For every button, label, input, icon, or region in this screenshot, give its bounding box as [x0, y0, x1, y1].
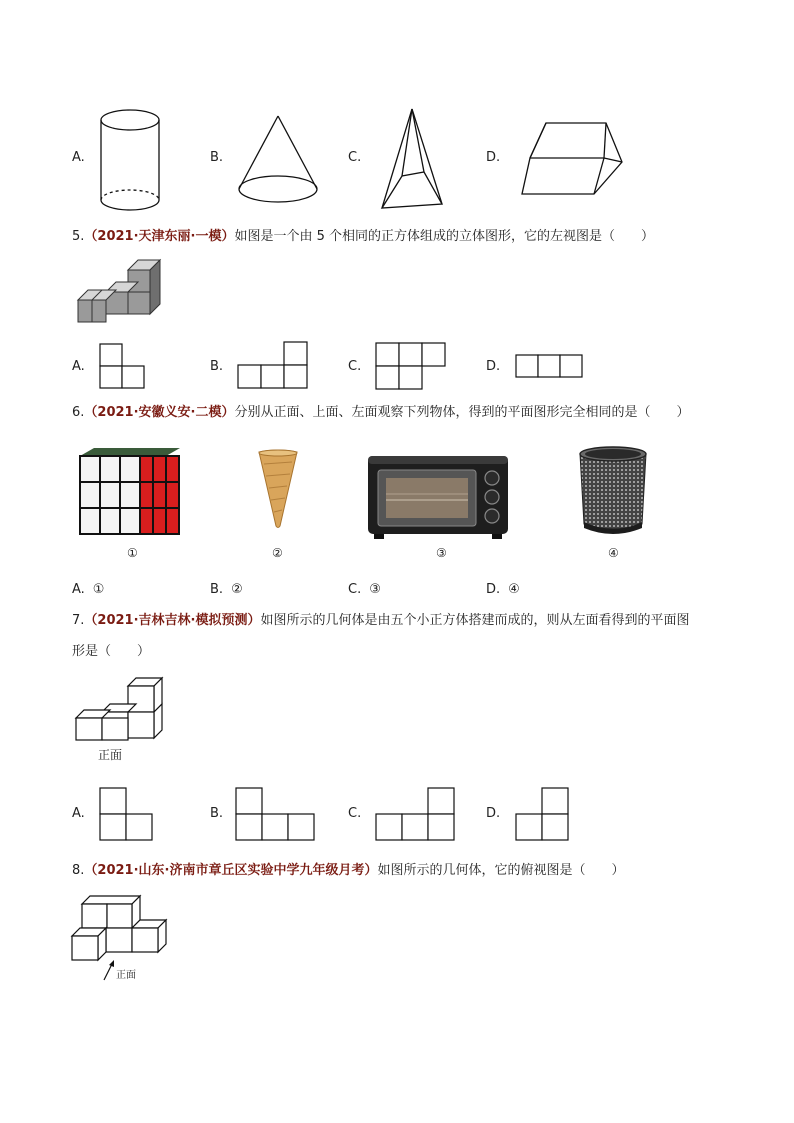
q7-front-label: 正面: [98, 748, 123, 762]
q5-text: 如图是一个由 5 个相同的正方体组成的立体图形，它的左视图是（ ）: [234, 229, 655, 244]
q6-source: （2021·安徽义安·二模）: [84, 405, 235, 420]
q5-option-a-letter: A.: [72, 359, 85, 374]
q6-text: 分别从正面、上面、左面观察下列物体，得到的平面图形完全相同的是（ ）: [234, 405, 690, 420]
q4-option-c-letter: C.: [348, 150, 362, 165]
q8-number: 8.: [72, 863, 85, 878]
question-6-stem: [72, 403, 689, 423]
q4-option-d-letter: D.: [486, 150, 501, 165]
q5-cube-stack-figure: [76, 260, 166, 324]
q6-option-a: [72, 580, 104, 600]
question-8-stem: [72, 861, 624, 881]
q7-option-a-letter: A.: [72, 806, 85, 821]
q5-option-a-figure: [100, 344, 150, 390]
q7-option-c-letter: C.: [348, 806, 362, 821]
q6-option-b: [210, 580, 243, 600]
q6-option-a-value: ①: [92, 582, 105, 597]
q6-caption-2: ②: [272, 546, 283, 560]
ice-cream-cone-image: [256, 448, 300, 530]
q8-front-label: 正面: [116, 970, 136, 981]
q7-text-line1: 如图所示的几何体是由五个小正方体搭建而成的，则从左面看得到的平面图: [260, 613, 690, 628]
cone-figure: [236, 114, 322, 206]
pen-holder-image: [576, 444, 650, 538]
q6-option-b-value: ②: [231, 582, 243, 597]
q5-option-c-figure: [376, 343, 448, 391]
q6-caption-3: ③: [436, 546, 447, 560]
frustum-figure: [516, 118, 628, 200]
q6-option-d: [486, 580, 520, 600]
question-7-stem-line1: [72, 611, 689, 631]
q7-cube-stack-figure: [74, 678, 166, 742]
rubiks-cube-image: [76, 444, 184, 540]
q5-option-d-figure: [516, 355, 588, 381]
q6-caption-1: ①: [127, 546, 138, 560]
question-7-stem-line2: 形是（ ）: [72, 644, 151, 659]
q5-option-b-letter: B.: [210, 359, 224, 374]
q5-option-b-figure: [238, 342, 310, 390]
q4-option-a-letter: A.: [72, 150, 85, 165]
q7-option-d-letter: D.: [486, 806, 501, 821]
q5-option-c-letter: C.: [348, 359, 362, 374]
q6-option-b-letter: B.: [210, 582, 224, 597]
q6-option-c-value: ③: [369, 582, 381, 597]
pyramid-figure: [376, 106, 446, 214]
q6-option-a-letter: A.: [72, 582, 85, 597]
q4-option-b-letter: B.: [210, 150, 224, 165]
q6-option-c: [348, 580, 381, 600]
q6-option-d-value: ④: [508, 582, 520, 597]
q7-option-a-figure: [100, 788, 156, 842]
q8-source: （2021·山东·济南市章丘区实验中学九年级月考）: [84, 863, 378, 878]
q5-source: （2021·天津东丽·一模）: [84, 229, 235, 244]
toaster-oven-image: [364, 450, 512, 542]
q6-option-d-letter: D.: [486, 582, 501, 597]
q7-option-c-figure: [376, 788, 458, 842]
q5-option-d-letter: D.: [486, 359, 501, 374]
q8-text: 如图所示的几何体，它的俯视图是（ ）: [377, 863, 625, 878]
question-5-stem: [72, 227, 654, 247]
q6-option-c-letter: C.: [348, 582, 362, 597]
q7-source: （2021·吉林吉林·模拟预测）: [84, 613, 261, 628]
q7-option-b-letter: B.: [210, 806, 224, 821]
q7-number: 7.: [72, 613, 85, 628]
cylinder-figure: [100, 108, 164, 214]
q6-number: 6.: [72, 405, 85, 420]
q5-number: 5.: [72, 229, 85, 244]
q7-option-d-figure: [516, 788, 572, 842]
q7-option-b-figure: [236, 788, 318, 842]
q6-caption-4: ④: [608, 546, 619, 560]
